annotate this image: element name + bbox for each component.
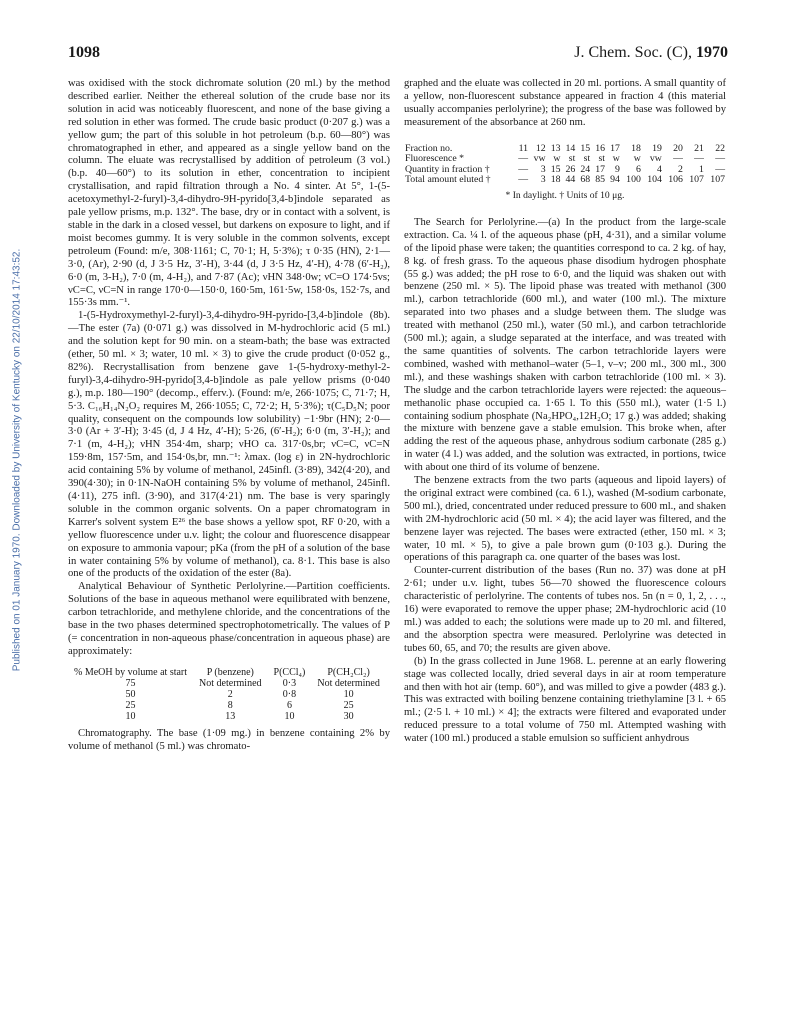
table-cell: 106 [668,174,683,186]
table-cell: 44 [565,174,576,186]
table-cell: w [553,153,561,165]
table-cell: 2 [678,163,683,175]
table-cell: 20 [673,142,683,154]
table-cell: 18 [631,142,641,154]
table-cell: 19 [652,142,662,154]
table-cell: 6 [286,699,292,711]
table-cell: 0·8 [282,688,297,700]
left-paragraph-2: 1-(5-Hydroxymethyl-2-furyl)-3,4-dihydro-9H-pyrido-[3,4-b]indole (8b).—The ester (7a) (0·071 g.) was dissolved in M-hydrochloric acid (5 ml.) and the solution kept for 90 min. on a steam-bath; the base was extracted (ether, 50 ml. × 3; water, 10 ml. × 3) to give the crude product (0·052 g., 82%). Recrystallisation from benzene gave 1-(5-hydroxy-methyl-2-furyl)-3,4-dihydro-9H-pyrido[3,4-b]indole as pale yellow prisms (0·040 g.), m.p. 180—190° (decomp., efferv.). (Found: m/e, 266·1075; C, 71·7; H, 5·3. C₁₆H₁₄N₂O₂ requires M, 266·1055; C, 72·2; H, 5·3%); τ(C₅D₅N; poor quality, consequent on the compounds low solubility) −1·9br (HN); 2·0—3·0 (Ar + 3′-H); 3·45 (d, J 4 Hz, 4′-H); 5·26, (6′-H₂); 6·0 (m, 3′-H₂); and 7·1 (m, 4-H₂); νHN 354·4m, sharp; νHO ca. 317·0s,br; νC=C, νC=N 159·8m, 157·5m, and 154·0s,br, mn.⁻¹: λmax. (log ε) in 2N-hydrochloric acid containing 5% by volume of methanol, 245infl. (3·89), 342(4·20), and 390(4·30); in 0·1N-NaOH containing 5% by volume of methanol, 245infl. (4·11), 275 infl. (3·90), and 317(4·21) nm. The base is very sparingly soluble in the common organic solvents. On a paper chromatogram in Karrer's solvent system E²⁶ the base shows a yellow spot, RF 0·20, with a yellow fluorescence under u.v. light; the colour and fluorescence disappear on exposure to ammonia vapour; pKa (from the pH of a solution of the base in water containing 5% by volume of methanol), ca. 8·1. This base is also one of the products of the oxidation of the ester (8a). [68,310,390,580]
table-cell: — [673,153,683,165]
table-cell: 75 [125,677,136,689]
page-number: 1098 [68,44,100,61]
table-cell: 10 [125,710,136,722]
table-cell: 25 [125,699,136,711]
row-label: Fluorescence * [405,153,465,165]
table-cell: 14 [565,142,576,154]
table-cell: 50 [125,688,136,700]
table-cell: 68 [580,174,591,186]
journal-name: J. Chem. Soc. (C), [574,44,696,61]
table-cell: 24 [580,163,591,175]
table-cell: — [694,153,704,165]
table-cell: 17 [610,142,620,154]
table-cell: 15 [580,142,591,154]
table-cell: Not determined [317,677,380,689]
table-cell: 10 [284,710,295,722]
table-cell: 1 [699,163,704,175]
right-paragraph-2: The Search for Perlolyrine.—(a) In the product from the large-scale extraction. Ca. ¼ l. of the aqueous phase (pH, 4·31), and a similar volume of the lipoid phase were taken; the quantities correspond to ca. 2 kg. of hay, 8 kg. of fresh grass. To the aqueous phase disodium hydrogen phosphate (55 g.) was added; the pH rose to 6·0, and the liquid was shaken out with benzene (250 ml. × 5). The lipoid phase was treated with methanol (300 ml.), carbon tetrachloride (600 ml.), and water (100 ml.). The mixture separated into two phases and a sludge between them. The sludge was treated with methanol (250 ml.), water (50 ml.), and carbon tetrachloride (500 ml.); again, a sludge separated at the interface, and was treated with the same quantities of solvents. The carbon tetrachloride layers were combined, washed with methanol–water (5–1, v–v; 200 ml., 300 ml., 300 ml.), and these washings shaken with carbon tetrachloride (100 ml. × 3). The sludge and the carbon tetrachloride layers were rejected: the aqueous–methanolic phase occupied ca. 1·65 l. To this (550 ml.), water (1·5 l.) containing sodium phosphate (Na₂HPO₄,12H₂O; 17 g.) was added; shaking the mixture with benzene gave a stable emulsion. This broke when, after adding the rest of the aqueous phase, anhydrous sodium carbonate (285 g.) in water (4 l.) was added, and the solution was extracted, in portions, twice with about one third of its volume of benzene. [404,216,726,474]
table-row [404,175,726,186]
table-cell: 6 [635,163,641,175]
table-cell: w [633,153,641,165]
column-header: % MeOH by volume at start [74,666,188,678]
table-cell: 18 [550,174,561,186]
column-header: P (benzene) [206,666,254,678]
table-cell: st [583,153,591,165]
table-cell: 17 [595,163,606,175]
column-header: P(CCl₄) [273,666,306,678]
table-cell: 94 [610,174,620,186]
right-column [404,78,726,746]
table-cell: 100 [626,174,641,186]
table-cell: 107 [689,174,704,186]
download-notice-text: Published on 01 January 1970. Downloaded by University of Kentucky on 22/10/2014 17:43:52. [11,248,23,672]
table-cell: vw [649,153,662,165]
table-row [68,678,386,689]
table-cell: 4 [656,163,662,175]
table-cell: 22 [715,142,725,154]
table-cell: 10 [343,688,354,700]
table-footnote: * In daylight. † Units of 10 μg. [505,190,625,201]
table-cell: 104 [647,174,662,186]
left-paragraph-4: Chromatography. The base (1·09 mg.) in benzene containing 2% by volume of methanol (5 ml.) was chromato- [68,727,390,752]
download-notice [8,140,26,780]
table-cell: — [715,153,725,165]
journal-citation [574,44,728,62]
table-cell: — [518,153,529,165]
table-cell: — [715,163,725,175]
table-cell: 13 [225,710,236,722]
table-cell: Not determined [199,677,262,689]
partition-coefficient-table [68,667,386,722]
table-cell: 12 [535,142,546,154]
table-cell: 2 [227,688,233,700]
table-row [68,711,386,722]
table-cell: 30 [343,710,354,722]
table-cell: 25 [343,699,354,711]
table-cell: 3 [540,174,546,186]
table-cell: st [568,153,576,165]
partition-table-header [68,667,386,678]
right-paragraph-4: Counter-current distribution of the bases (Run no. 37) was done at pH 2·61; under u.v. light, tubes 56—70 showed the fluorescence colours characteristic of perlolyrine. The contents of tubes nos. 5n (n = 0, 1, 2, . . ., 16) were evaporated to remove the upper phase; 2M-hydrochloric acid (10 ml.) was added to each; the solutions were made up to 20 ml. and filtered, and the absorption spectra were measured. Perlolyrine was detected in tubes 60, 65, and 70; the results are given above. [404,565,726,654]
left-paragraph-1: was oxidised with the stock dichromate solution (20 ml.) by the method described earlier. Neither the ethereal solution of the crude base nor its solution in acid was noticeably fluorescent, and none of the base giving a red solution in ether was formed. The crude basic product (0·207 g.) was a yellow gum; the part of this soluble in hot petroleum (b.p. 60—80°) was chromatographed in ether, and appeared as a single yellow band on the column. The eluate was recrystallised by addition of petroleum (3 vol.) (b.p. 40—60°) to its solution in ether, concentration to incipient crystallisation, and rapid filtration through a No. 4 sinter. At 5°, 1-(5-acetoxymethyl-2-furyl)-3,4-dihydro-9H-pyrido[3,4-b]indole separated as pale yellow prisms, m.p. 132°. The base, dry or in contact with a solvent, is stable in the dark in a closed vessel, but darkens on exposure to light, and if moist becomes gummy. It is very soluble in the common solvents, except petroleum (Found: m/e, 308·1161; C, 70·1; H, 5·3%); τ 0·35 (HN), 2·1—3·0, (Ar), 2·90 (d, J 3·5 Hz, 3′-H), 3·44 (d, J 3·5 Hz, 4′-H), 4·78 (6′-H₂), 6·0 (m, 3-H₂), 7·0 (m, 4-H₂), and 7·87 (Ac); νHN 348·0w; νC=O 174·5vs; νC=C, νC=N in range 170·0—150·0, 160·5m, 161·5w, 158·0s, 152·7s, and 155·3s mm.⁻¹. [68,78,390,309]
table-cell: vw [533,153,546,165]
table-cell: 0·3 [282,677,297,689]
row-label: Quantity in fraction † [405,163,490,175]
table-cell: — [518,163,529,175]
table-row [68,700,386,711]
table-cell: 8 [227,699,233,711]
row-label: Fraction no. [405,142,453,154]
table-cell: st [598,153,606,165]
fraction-table [404,144,726,186]
table-cell: 16 [595,142,606,154]
right-paragraph-1: graphed and the eluate was collected in 20 ml. portions. A small quantity of a yellow, non-fluorescent substance appeared in fraction 4 (this material usually accompanies perlolyrine); the progress of the base was followed by measurement of the absorbance at 260 nm. [404,78,726,128]
table-cell: 3 [540,163,546,175]
column-header: P(CH₂Cl₂) [327,666,370,678]
left-column [68,78,390,754]
right-paragraph-3: The benzene extracts from the two parts (aqueous and lipoid layers) of the original extract were combined (ca. 6 l.), washed (M-sodium carbonate, 500 ml.), dried, concentrated under reduced pressure to 600 ml., and shaken with 2M-hydrochloric acid (50 ml. × 4); the acid layer was filtered, and the benzene layer was rejected. The bases were extracted (ether, 150 ml. × 3; water, 10 ml. × 5), to give a pale brown gum (0·103 g.). During the operations of this paragraph ca. one quarter of the bases was lost. [404,475,726,564]
table-cell: 11 [518,142,529,154]
table-cell: — [518,174,529,186]
table-cell: 85 [595,174,606,186]
table-cell: w [612,153,620,165]
left-paragraph-3: Analytical Behaviour of Synthetic Perlolyrine.—Partition coefficients. Solutions of the base in aqueous methanol were equilibrated with benzene, carbon tetrachloride, and methylene chloride, and the concentrations of the base in the two phases determined spectrophotometrically. The values of P (= concentration in non-aqueous phase/concentration in aqueous phase) are approximately: [68,581,390,657]
table-row [68,689,386,700]
table-cell: 9 [614,163,620,175]
table-cell: 15 [550,163,561,175]
journal-year: 1970 [696,44,728,61]
table-cell: 21 [694,142,704,154]
row-label: Total amount eluted † [405,174,491,186]
table-cell: 26 [565,163,576,175]
table-cell: 107 [710,174,725,186]
right-paragraph-5: (b) In the grass collected in June 1968. L. perenne at an early flowering stage was collected locally, dried several days in air at room temperature and then with hot air (temp. 60°), and was milled to give a powder (483 g.). This was extracted with boiling benzene containing triethylamine [3 l. + 65 ml.; (2·5 l. + 10 ml.) × 4]; the extracts were filtered and evaporated under reduced pressure to a total volume of 750 ml. Attempted washing with water (100 ml.) produced a stable emulsion so sufficient anhydrous [404,655,726,745]
table-cell: 13 [550,142,561,154]
